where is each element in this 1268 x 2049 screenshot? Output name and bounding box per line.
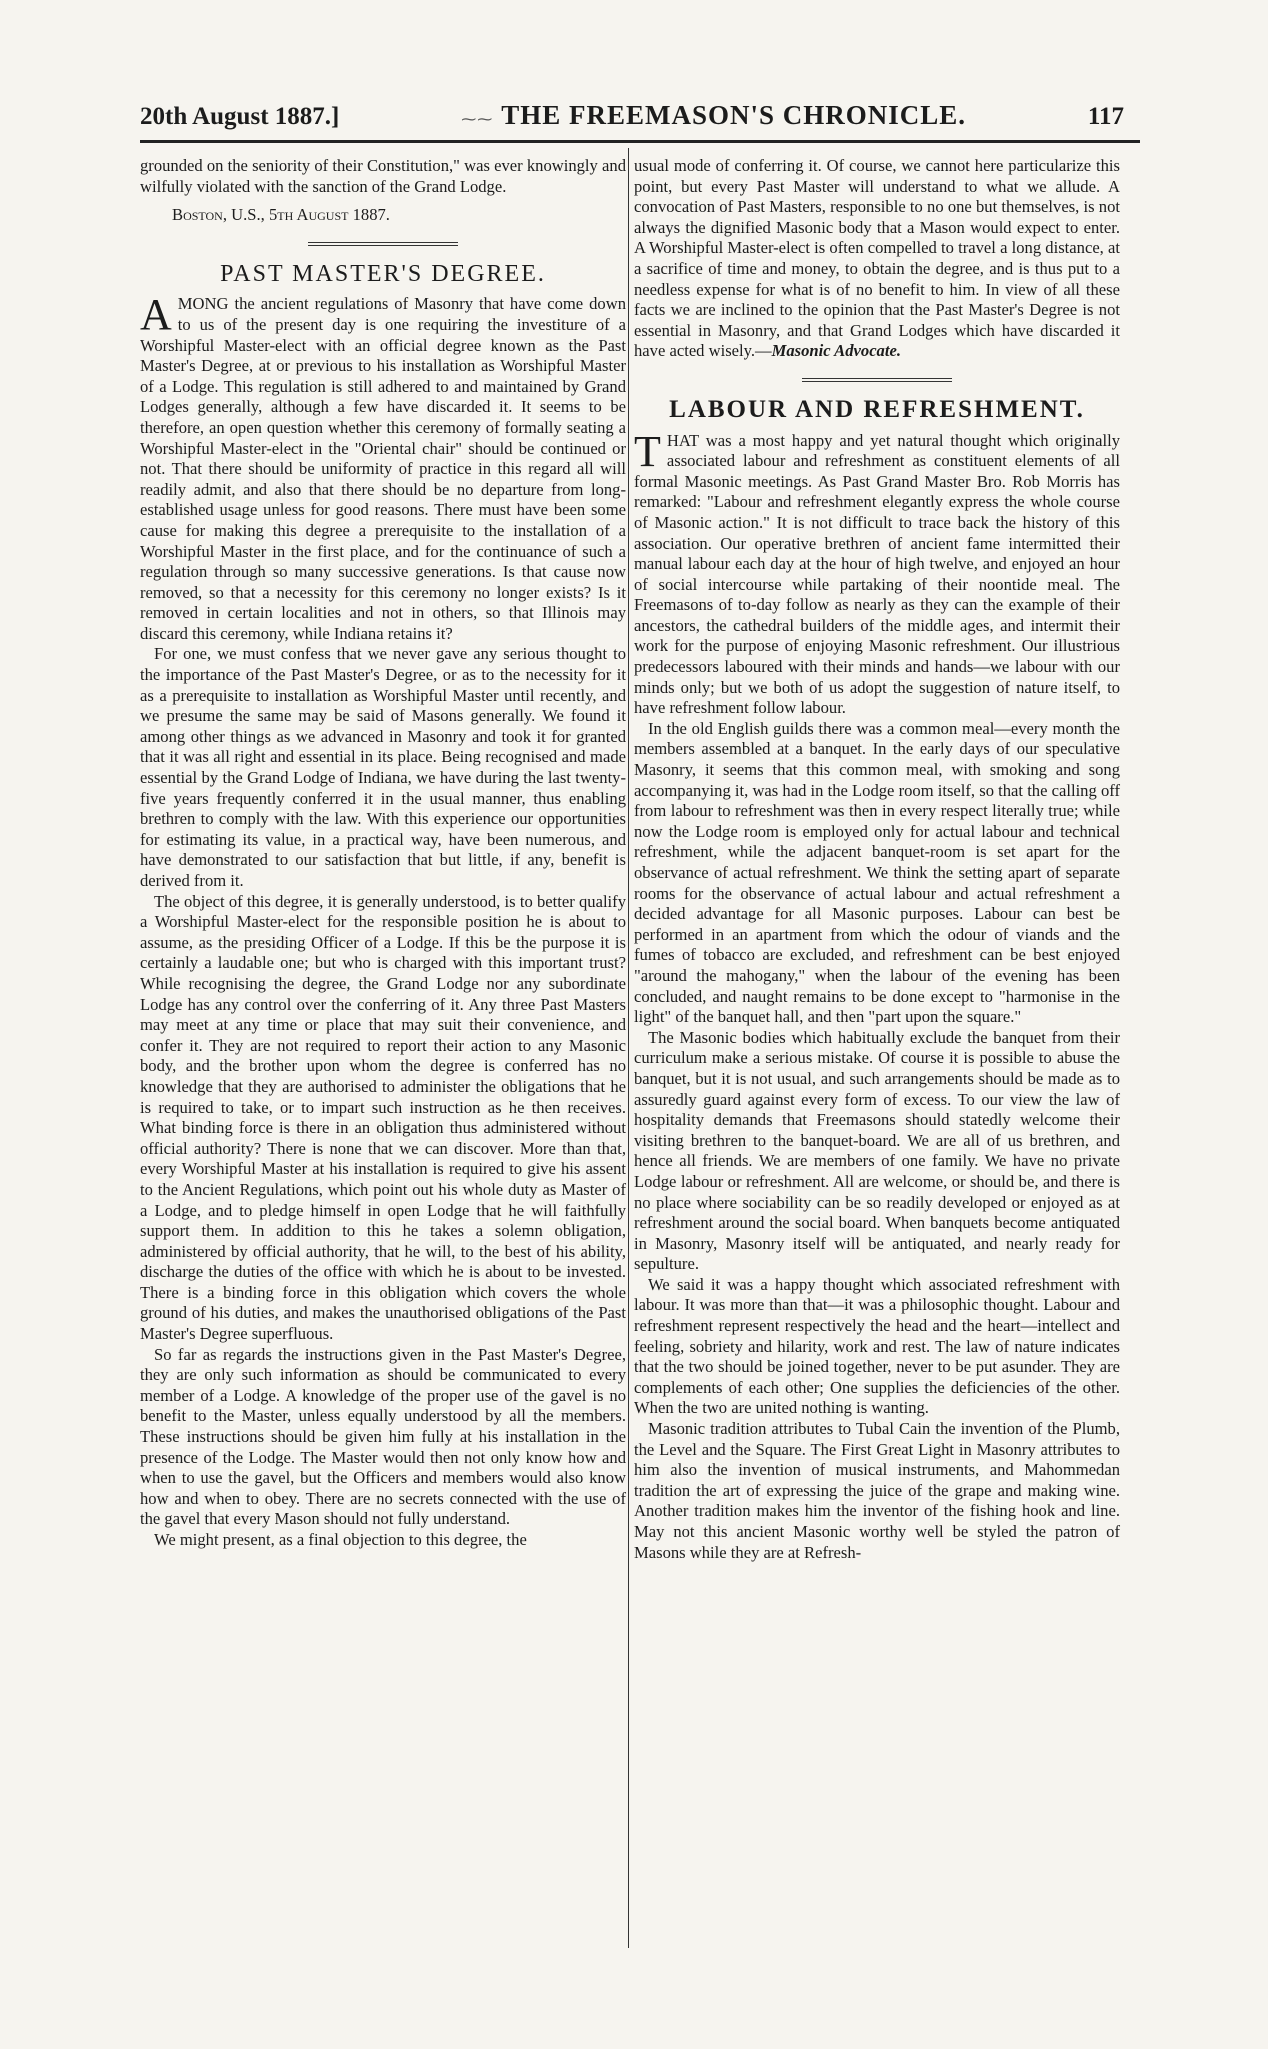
article-paragraph: The Masonic bodies which habitually exclude the banquet from their curriculum make a serious mistake. Of course it is possible to abuse the banquet, but it is not usual, and such arrangements should be made as to assuredly guard against every form of excess. To our view the law of hospitality demands that Freemasons should statedly welcome their visiting brethren to the banquet-board. We are all of us brethren, and hence all friends. We are members of one family. We have no private Lodge labour or refreshment. All are welcome, or should be, and there is no place where sociability can be so readily developed or enjoyed as at refreshment around the social board. When banquets become antiquated in Masonry, Masonry itself will be antiquated, and nearly ready for sepulture. [634, 1027, 1120, 1274]
header-rule [140, 140, 1140, 143]
paragraph-text: HAT was a most happy and yet natural thought which originally associated labour and refreshment as constituent elements of all formal Masonic meetings. As Past Grand Master Bro. Rob Morris has remarked: "Labour and refreshment elegantly express the whole course of Masonic action." It is not difficult to trace back the history of this association. Our operative brethren of ancient fame intermitted their manual labour each day at the hour of high twelve, and enjoyed an hour of social intercourse while partaking of their noontide meal. The Freemasons of to-day follow as nearly as they can the example of their ancestors, the cathedral builders of the middle ages, and intermit their work for the purpose of enjoying Masonic refreshment. Our illustrious predecessors laboured with their minds and hands—we labour with our minds only; but we both of us adopt the suggestion of nature itself, to have refreshment follow labour. [634, 430, 1120, 718]
continued-text: grounded on the seniority of their Constitution," was ever knowingly and wilfully violated with the sanction of the Grand Lodge. [140, 156, 626, 196]
publication-title-text: THE FREEMASON'S CHRONICLE. [501, 100, 967, 130]
ornament-icon: ⁓⁓ [461, 112, 494, 128]
article-paragraph: So far as regards the instructions given in the Past Master's Degree, they are only such information as should be communicated to every member of a Lodge. A knowledge of the proper use of the gavel is no benefit to the Master, unless equally understood by all the members. These instructions should be given him fully at his installation in the presence of the Lodge. The Master would then not only know how and when to use the gavel, but the Officers and members would also know how and when to obey. There are no secrets connected with the use of the gavel that every Mason should not fully understand. [140, 1344, 626, 1529]
continued-text-body: usual mode of conferring it. Of course, we cannot here particularize this point, but every Past Master will understand to what we allude. A convocation of Past Masters, responsible to no one but themselves, is not always the dignified Masonic body that a Mason would expect to enter. A Worshipful Master-elect is often compelled to travel a long distance, at a sacrifice of time and money, to obtain the degree, and is thus put to a needless expense for what is of no benefit to him. In view of all these facts we are inclined to the opinion that the Past Master's Degree is not essential in Masonry, and that Grand Lodges which have discarded it have acted wisely.— [634, 156, 1120, 361]
drop-cap: A [140, 290, 172, 340]
section-divider [308, 242, 458, 246]
right-column [634, 156, 1120, 1563]
article-paragraph: The object of this degree, it is generally understood, is to better qualify a Worshipful Master-elect for the responsible position he is about to assume, as the presiding Officer of a Lodge. If this be the purpose it is certainly a laudable one; but who is charged with this important trust? While recognising the degree, the Grand Lodge nor any subordinate Lodge has any control over the conferring of it. Any three Past Masters may meet at any time or place that may suit their convenience, and confer it. They are not required to report their action to any Masonic body, and the brother upon whom the degree is conferred has no knowledge that they are authorised to administer the obligations that he is required to take, or to impart such instruction as he then receives. What binding force is there in an obligation thus administered without official authority? There is none that we can discover. More than that, every Worshipful Master at his installation is required to give his assent to the Ancient Regulations, which point out his whole duty as Master of a Lodge, and to pledge himself in open Lodge that he will faithfully support them. In addition to this he takes a solemn obligation, administered by official authority, that he will, to the best of his ability, discharge the duties of the office with which he is about to be invested. There is a binding force in this obligation which covers the whole ground of his duties, and makes the unauthorised obligations of the Past Master's Degree superfluous. [140, 891, 626, 1344]
continued-text [634, 156, 1120, 362]
attribution: Masonic Advocate. [771, 341, 901, 361]
article-paragraph: We said it was a happy thought which associated refreshment with labour. It was more than that—it was a philosophic thought. Labour and refreshment represent respectively the head and the heart—intellect and feeling, sobriety and hilarity, work and rest. The law of nature indicates that the two should be joined together, never to be put asunder. They are complements of each other; One supplies the deficiencies of the other. When the two are united nothing is wanting. [634, 1274, 1120, 1418]
left-column [140, 156, 626, 1551]
publication-title [461, 100, 966, 131]
article-paragraph: For one, we must confess that we never gave any serious thought to the importance of the Past Master's Degree, or as to the necessity for it as a prerequisite to installation as Worshipful Master until recently, and we presume the same may be said of Masons generally. We found it among other things as we advanced in Masonry and took it for granted that it was all right and essential in its place. Being recognised and made essential by the Grand Lodge of Indiana, we have during the last twenty-five years frequently conferred it in the usual manner, thus enabling brethren to comply with the law. With this experience our opportunities for estimating its value, in a practical way, have been numerous, and have demonstrated to our satisfaction that but little, if any, benefit is derived from it. [140, 644, 626, 890]
article-paragraph [140, 290, 626, 644]
page-number: 117 [1087, 103, 1124, 130]
dateline: Boston, U.S., 5th August 1887. [172, 205, 390, 225]
article-paragraph: Masonic tradition attributes to Tubal Cain the invention of the Plumb, the Level and the Square. The First Great Light in Masonry attributes to him also the invention of musical instruments, and Mahommedan tradition the art of expressing the juice of the grape and making wine. Another tradition makes him the inventor of the fishing hook and line. May not this ancient Masonic worthy well be styled the patron of Masons while they are at Refresh- [634, 1419, 1120, 1562]
article-paragraph: We might present, as a final objection to this degree, the [154, 1530, 527, 1549]
article-paragraph [634, 426, 1120, 719]
paragraph-text: MONG the ancient regulations of Masonry that have come down to us of the present day is one requiring the investiture of a Worshipful Master-elect with an official degree known as the Past Master's Degree, at or previous to his installation as Worshipful Master of a Lodge. This regulation is still adhered to and maintained by Grand Lodges generally, although a few have discarded it. It seems to be therefore, an open question whether this ceremony of formally seating a Worshipful Master-elect in the "Oriental chair" should be continued or not. That there should be uniformity of practice in this regard all will readily admit, and also that there should be no departure from long-established usage unless for good reasons. There must have been some cause for making this degree a prerequisite to the installation of a Worshipful Master in the first place, and for the continuance of such a regulation through so many successive generations. Is that cause now removed, so that a necessity for this ceremony no longer exists? Is it removed in certain localities and not in others, so that Illinois may discard this ceremony, while Indiana retains it? [140, 294, 626, 643]
article-heading: PAST MASTER'S DEGREE. [220, 260, 546, 287]
article-heading: LABOUR AND REFRESHMENT. [669, 395, 1085, 423]
column-divider [628, 148, 629, 1948]
issue-date: 20th August 1887.] [140, 103, 340, 130]
section-divider [802, 378, 952, 382]
article-paragraph: In the old English guilds there was a common meal—every month the members assembled at a banquet. In the early days of our speculative Masonry, it seems that this common meal, with smoking and song accompanying it, was had in the Lodge room itself, so that the calling off from labour to refreshment was then in every respect literally true; while now the Lodge room is employed only for actual labour and technical refreshment, while the adjacent banquet-room is set apart for the observance of actual refreshment. We think the setting apart of separate rooms for the observance of actual labour and actual refreshment a decided advantage for all Masonic purposes. Labour can best be performed in an apartment from which the odour of viands and the fumes of tobacco are excluded, and refreshment can be best enjoyed "around the mahogany," when the labour of the evening has been concluded, and naught remains to be done except to "harmonise in the light" of the banquet hall, and then "part upon the square." [634, 718, 1120, 1027]
page-header [140, 100, 1140, 134]
drop-cap: T [634, 426, 661, 476]
